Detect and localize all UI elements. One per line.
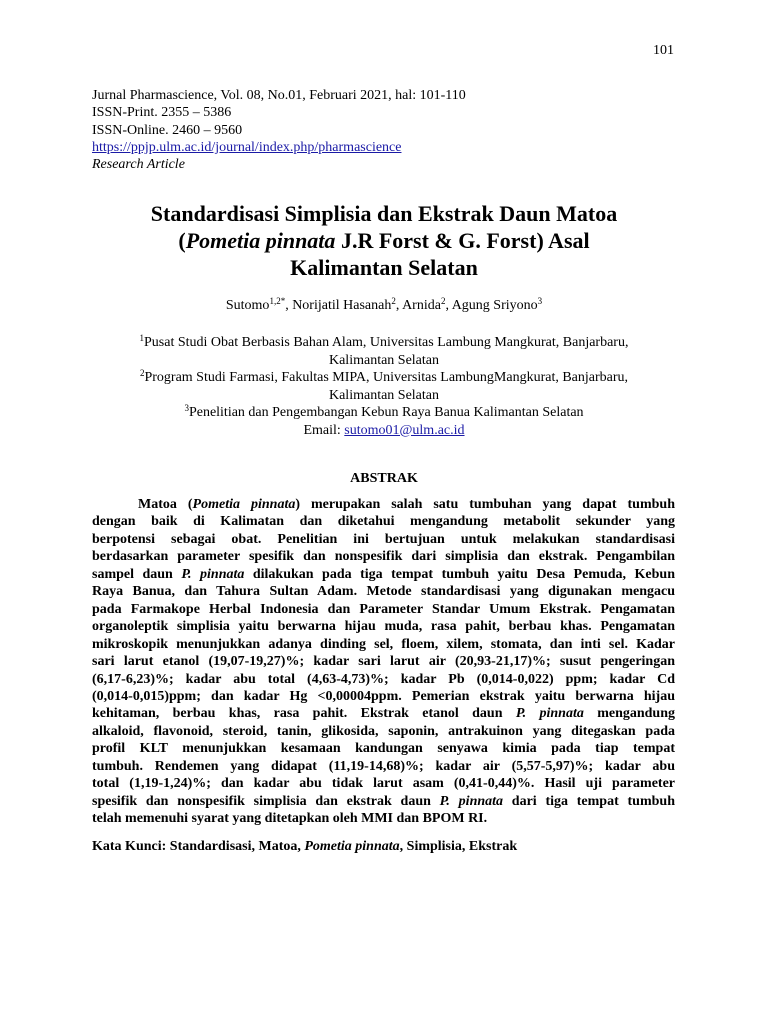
abstract-text: dari tiga tempat tumbuh: [503, 793, 675, 809]
issn-print: ISSN-Print. 2355 – 5386: [92, 105, 232, 121]
email-label: Email:: [303, 422, 345, 438]
abstract-line: [92, 583, 675, 600]
email-line: [100, 422, 668, 440]
abstract-text: pada Farmakope Herbal Indonesia dan Parameter Standar Umum Ekstrak. Pengamatan: [92, 601, 675, 617]
abstract-line: [92, 793, 675, 810]
author-name: Norijatil Hasanah: [292, 298, 392, 313]
abstract-text: berpotensi sebagai obat. Penelitian ini bertujuan untuk melakukan standardisasi: [92, 531, 675, 547]
affiliation-sup: 1: [139, 333, 144, 343]
abstract-text: (0,014-0,015)ppm; dan kadar Hg <0,00004ppm. Pemerian ekstrak yaitu berwarna hijau: [92, 688, 675, 704]
abstract-text: berdasarkan parameter spesifik dan nonspesifik dari simplisia dan ekstrak. Pengambilan: [92, 549, 675, 565]
abstract-line: [92, 705, 675, 722]
journal-header: [92, 87, 466, 173]
abstract-text: tumbuh. Rendemen yang didapat (11,19-14,68)%; kadar air (5,57-5,97)%; kadar abu: [92, 758, 675, 774]
abstract-heading: ABSTRAK: [350, 471, 418, 486]
abstract-text: dengan baik di Kalimatan dan diketahui mengandung metabolit sekunder yang: [92, 514, 675, 530]
article-title: [100, 200, 668, 281]
affiliation-text: Penelitian dan Pengembangan Kebun Raya Banua Kalimantan Selatan: [188, 405, 584, 420]
affiliations: [100, 334, 668, 439]
journal-citation: Jurnal Pharmascience, Vol. 08, No.01, Februari 2021, hal: 101-110: [92, 88, 466, 103]
keywords: [92, 839, 517, 855]
abstract-text: profil KLT menunjukkan kesamaan kandungan senyawa kimia pada tiap tempat: [92, 741, 675, 757]
abstract-species: P. pinnata: [181, 566, 245, 582]
abstract-line: [92, 513, 675, 530]
title-line-1: Standardisasi Simplisia dan Ekstrak Daun Matoa: [150, 201, 618, 226]
author-sep: ,: [285, 298, 293, 313]
affiliation-1-region: Kalimantan Selatan: [328, 352, 440, 368]
abstract-line: [92, 723, 675, 740]
abstract-text: sampel daun: [92, 566, 182, 582]
abstract-text: mikroskopik menunjukkan adanya dinding sel, floem, xilem, stomata, dan inti sel. Kadar: [92, 636, 675, 652]
abstract-line: [92, 688, 675, 705]
abstract-text: (6,17-6,23)%; kadar abu total (4,63-4,73)%; kadar Pb (0,014-0,022) ppm; kadar Cd: [92, 671, 675, 687]
abstract-species: P. pinnata: [439, 793, 504, 809]
title-line-2-rest: J.R Forst & G. Forst) Asal: [335, 228, 590, 253]
abstract-line: [92, 496, 675, 513]
abstract-text: sari larut etanol (19,07-19,27)%; kadar sari larut air (20,93-21,17)%; susut pengeringan: [92, 654, 675, 670]
abstract-line: [92, 566, 675, 583]
abstract-text: Matoa (: [138, 497, 193, 512]
abstract-line: [92, 618, 675, 635]
abstract-body: [92, 496, 675, 828]
title-paren: (: [178, 228, 186, 253]
abstract-text: mengandung: [583, 706, 676, 722]
author-name: Agung Sriyono: [451, 298, 538, 313]
title-line-3: Kalimantan Selatan: [290, 255, 478, 280]
keywords-label: Kata Kunci: Standardisasi, Matoa,: [92, 839, 305, 854]
author-name: Arnida: [402, 298, 441, 313]
abstract-line: [92, 548, 675, 565]
affiliation-1: [100, 334, 668, 352]
abstract-text: ) merupakan salah satu tumbuhan yang dapat tumbuh: [295, 497, 675, 512]
affiliation-2: [100, 369, 668, 387]
title-species: Pometia pinnata: [185, 228, 336, 253]
abstract-text: dilakukan pada tiga tempat tumbuh yaitu Desa Pemuda, Kebun: [244, 566, 675, 582]
affiliation-2-region: Kalimantan Selatan: [328, 387, 440, 403]
author-sep: ,: [445, 298, 452, 313]
abstract-line: [92, 636, 675, 653]
abstract-line: [92, 601, 675, 618]
abstract-species: P. pinnata: [515, 706, 584, 722]
abstract-line: [92, 653, 675, 670]
page-number: 101: [653, 43, 674, 58]
author-name: Sutomo: [225, 298, 270, 313]
author-sup: 2: [391, 296, 396, 306]
abstract-line: [92, 531, 675, 548]
article-type: Research Article: [92, 157, 185, 173]
abstract-text: telah memenuhi syarat yang ditetapkan oleh MMI dan BPOM RI.: [92, 811, 488, 827]
affiliation-text: Pusat Studi Obat Berbasis Bahan Alam, Universitas Lambung Mangkurat, Banjarbaru,: [144, 335, 629, 350]
author-sup: 3: [537, 296, 543, 306]
abstract-text: alkaloid, flavonoid, steroid, tanin, glikosida, saponin, antrakuinon yang ditegaskan pada: [92, 723, 675, 739]
abstract-text: organoleptik simplisia yaitu berwarna hijau muda, rasa pahit, berbau khas. Pengamatan: [92, 619, 675, 635]
keyword-species: Pometia pinnata: [304, 839, 400, 854]
affiliation-3: [100, 404, 668, 422]
keywords-rest: , Simplisia, Ekstrak: [399, 839, 518, 854]
abstract-line: [92, 810, 675, 827]
abstract-line: [92, 758, 675, 775]
abstract-line: [92, 775, 675, 792]
abstract-line: [92, 740, 675, 757]
affiliation-sup: 2: [139, 368, 145, 378]
abstract-line: [92, 671, 675, 688]
issn-online: ISSN-Online. 2460 – 9560: [92, 122, 243, 138]
affiliation-sup: 3: [184, 403, 189, 413]
journal-url-link[interactable]: https://ppjp.ulm.ac.id/journal/index.php/pharmascience: [92, 139, 402, 155]
abstract-species: Pometia pinnata: [192, 497, 296, 512]
author-list: [0, 298, 768, 314]
abstract-text: kehitaman, berbau khas, rasa pahit. Ekstrak etanol daun: [92, 706, 516, 722]
abstract-text: Raya Banua, dan Tahura Sultan Adam. Metode standardisasi yang digunakan mengacu: [92, 584, 675, 600]
abstract-text: spesifik dan nonspesifik simplisia dan ekstrak daun: [92, 793, 440, 809]
affiliation-text: Program Studi Farmasi, Fakultas MIPA, Universitas LambungMangkurat, Banjarbaru,: [144, 370, 629, 385]
email-link[interactable]: sutomo01@ulm.ac.id: [344, 422, 465, 438]
abstract-text: total (1,19-1,24)%; dan kadar abu tidak larut asam (0,41-0,44)%. Hasil uji parameter: [92, 776, 675, 792]
author-sup: 1,2*: [269, 296, 286, 306]
author-sep: ,: [395, 298, 403, 313]
author-sup: 2: [440, 296, 446, 306]
